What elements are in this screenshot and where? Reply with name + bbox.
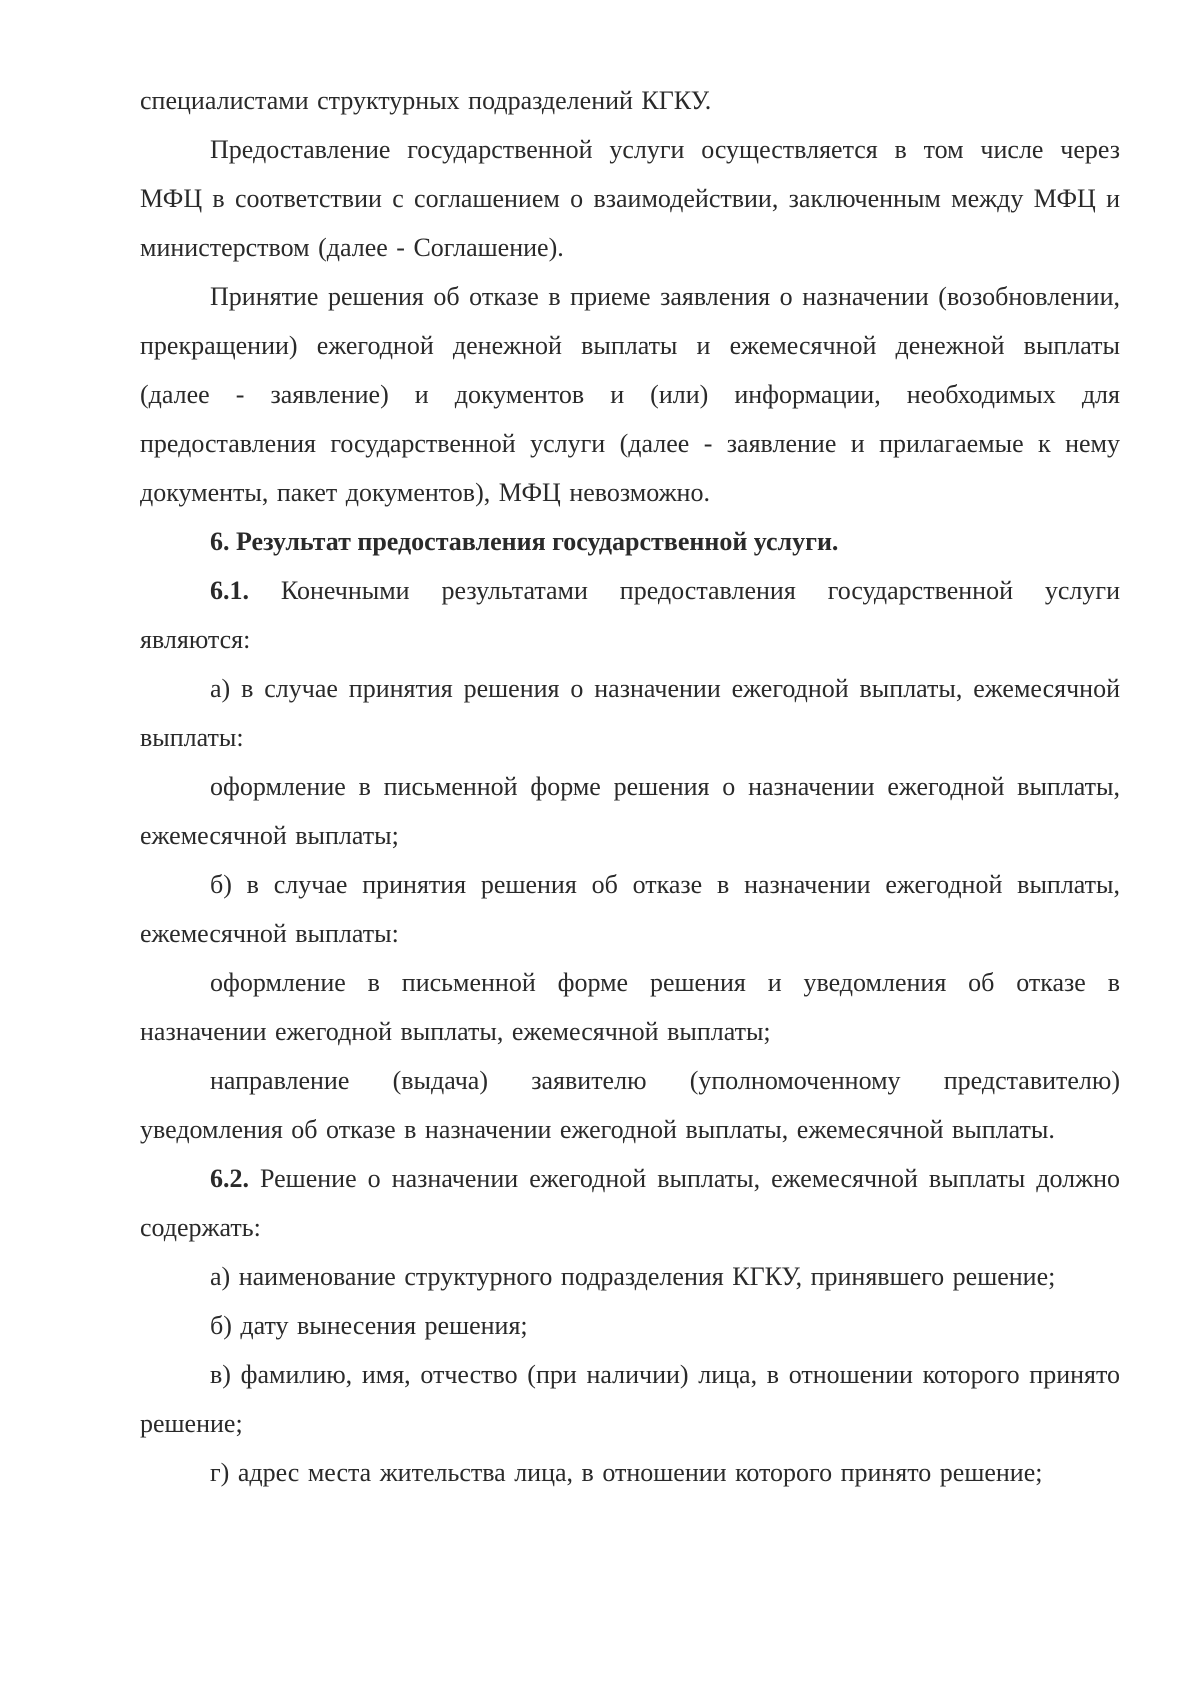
list-item: б) в случае принятия решения об отказе в назначении ежегодной выплаты, ежемесячной выплаты: bbox=[140, 870, 1120, 948]
list-item: оформление в письменной форме решения и уведомления об отказе в назначении ежегодной выплаты, ежемесячной выплаты; bbox=[140, 968, 1120, 1046]
clause-number: 6.2. bbox=[210, 1164, 249, 1193]
list-item: г) адрес места жительства лица, в отношении которого принято решение; bbox=[210, 1458, 1043, 1487]
clause-6-1 bbox=[140, 566, 1120, 664]
paragraph-mfc-provision: Предоставление государственной услуги осуществляется в том числе через МФЦ в соответствии с соглашением о взаимодействии, заключенным между МФЦ и министерством (далее - Соглашение). bbox=[140, 135, 1120, 262]
clause-number: 6.1. bbox=[210, 576, 249, 605]
list-item: оформление в письменной форме решения о назначении ежегодной выплаты, ежемесячной выплаты; bbox=[140, 772, 1120, 850]
list-item: направление (выдача) заявителю (уполномоченному представителю) уведомления об отказе в назначении ежегодной выплаты, ежемесячной выплаты. bbox=[140, 1066, 1120, 1144]
list-item: а) наименование структурного подразделения КГКУ, принявшего решение; bbox=[210, 1262, 1056, 1291]
paragraph-refusal-impossible: Принятие решения об отказе в приеме заявления о назначении (возобновлении, прекращении) ежегодной денежной выплаты и ежемесячной денежной выплаты (далее - заявление) и документов и (или) информации, необходимых для предоставления государственной услуги (далее - заявление и прилагаемые к нему документы, пакет документов), МФЦ невозможно. bbox=[140, 282, 1120, 507]
paragraph-continuation: специалистами структурных подразделений КГКУ. bbox=[140, 86, 712, 115]
document-body bbox=[140, 76, 1120, 1497]
list-item: б) дату вынесения решения; bbox=[210, 1311, 528, 1340]
section-heading: 6. Результат предоставления государственной услуги. bbox=[210, 527, 839, 556]
list-item: а) в случае принятия решения о назначении ежегодной выплаты, ежемесячной выплаты: bbox=[140, 674, 1120, 752]
list-item: в) фамилию, имя, отчество (при наличии) лица, в отношении которого принято решение; bbox=[140, 1360, 1120, 1438]
clause-6-2 bbox=[140, 1154, 1120, 1252]
clause-text: Конечными результатами предоставления государственной услуги являются: bbox=[140, 576, 1120, 654]
clause-text: Решение о назначении ежегодной выплаты, ежемесячной выплаты должно содержать: bbox=[140, 1164, 1120, 1242]
